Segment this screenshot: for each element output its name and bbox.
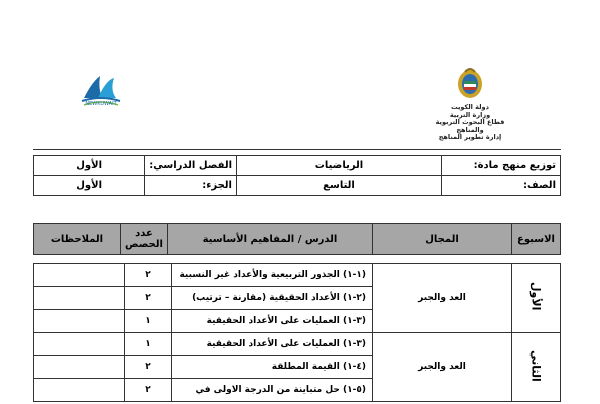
column-notes: الملاحظات [34,224,121,255]
subject-value: الرياضيات [237,156,442,176]
lesson-cell: (٣-١) العمليات على الأعداد الحقيقية [172,310,373,333]
table-row [34,264,561,287]
periods-cell: ٢ [125,287,172,310]
column-lesson: الدرس / المفاهيم الأساسية [168,224,373,255]
field-cell: العد والجبر [373,264,512,333]
column-week: الاسبوع [512,224,561,255]
notes-cell [34,356,125,379]
kuwait-emblem-icon [453,66,487,102]
lesson-cell: (٥-١) حل متباينة من الدرجة الاولى في [172,379,373,402]
column-field: المجال [373,224,512,255]
week-cell [512,264,561,333]
lesson-cell: (٤-١) القيمة المطلقة [172,356,373,379]
lesson-cell: (١-١) الجذور التربيعية والأعداد غير النسبية [172,264,373,287]
semester-value: الأول [34,156,145,176]
emblem-line: وزارة التربية [449,110,491,119]
lesson-cell: (٢-١) الأعداد الحقيقية (مقارنة – ترتيب) [172,287,373,310]
periods-cell: ٢ [125,379,172,402]
notes-cell [34,333,125,356]
periods-cell: ٢ [125,264,172,287]
lesson-cell: (٣-١) العمليات على الأعداد الحقيقية [172,333,373,356]
periods-cell: ١ [125,333,172,356]
notes-cell [34,310,125,333]
semester-label: الفصل الدراسي: [145,156,237,176]
week-cell [512,333,561,402]
grade-value: التاسع [237,176,442,196]
lessons-table [33,263,561,402]
part-value: الأول [34,176,145,196]
periods-cell: ٢ [125,356,172,379]
notes-cell [34,264,125,287]
subject-label: توزيع منهج مادة: [442,156,561,176]
week-name: الأول [529,282,543,311]
column-periods: عدد الحصص [121,224,168,255]
table-row [34,333,561,356]
emblem-line: إدارة تطوير المناهج [438,133,502,141]
grade-label: الصف: [442,176,561,196]
emblem-line: دولة الكويت [451,103,489,111]
emblem-line: قطاع البحوث التربوية والمناهج [435,118,505,134]
notes-cell [34,287,125,310]
ministry-header [424,104,516,142]
info-table [33,155,561,196]
columns-header-table [33,223,561,255]
week-name: الثاني [529,349,543,382]
header-divider [33,149,561,150]
periods-cell: ١ [125,310,172,333]
left-logo-caption: NEWKUWAIT [85,101,117,107]
part-label: الجزء: [145,176,237,196]
field-cell: العد والجبر [373,333,512,402]
notes-cell [34,379,125,402]
new-kuwait-logo [78,68,124,114]
